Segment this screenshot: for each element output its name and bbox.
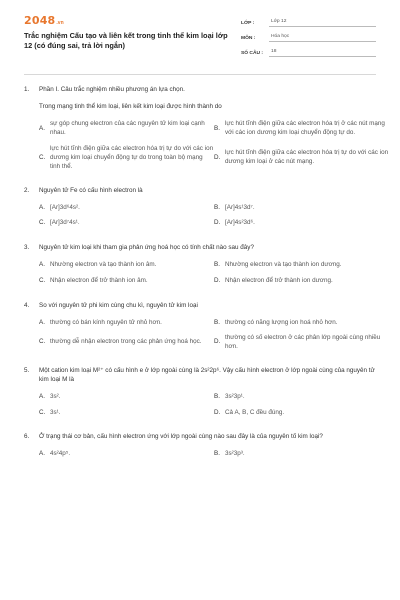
- options-grid: [39, 392, 376, 416]
- question-number: 2.: [24, 186, 30, 194]
- option-text: thường có số electron ở các phân lớp ngoài cùng nhiều hơn.: [225, 333, 381, 350]
- option-a[interactable]: [39, 449, 214, 458]
- option-text: [Ar]3d⁷4s¹.: [50, 219, 80, 227]
- option-b[interactable]: [214, 203, 389, 212]
- meta-value: Lớp 12: [269, 18, 376, 27]
- option-text: Nhường electron và tạo thành ion âm.: [50, 261, 157, 269]
- option-text: lực hút tĩnh điện giữa các electron hóa trị tự do với các ion dương kim loại chuyển động tự do trong toàn bộ mạng tinh thể.: [50, 144, 214, 170]
- question-number: 5.: [24, 367, 30, 375]
- option-a[interactable]: [39, 203, 214, 212]
- option-c[interactable]: [39, 218, 214, 227]
- option-letter: A.: [39, 449, 45, 457]
- options-grid: [39, 260, 376, 284]
- option-letter: B.: [214, 393, 220, 401]
- question-number: 1.: [24, 86, 30, 93]
- option-b[interactable]: [214, 392, 389, 401]
- option-a[interactable]: [39, 318, 214, 327]
- option-letter: B.: [214, 261, 220, 269]
- options-grid: [39, 119, 389, 171]
- meta-row-subject: [241, 30, 376, 42]
- meta-value: Hóa học: [269, 33, 376, 42]
- option-text: thường dễ nhận electron trong các phản ứng hoá học.: [50, 338, 202, 346]
- option-a[interactable]: [39, 119, 214, 137]
- meta-label: MÔN :: [241, 35, 256, 41]
- question-text: Nguyên tử kim loại khi tham gia phản ứng hoá học có tính chất nào sau đây?: [39, 244, 254, 252]
- document-title: Trắc nghiệm Cấu tạo và liên kết trong tinh thể kim loại lớp 12 (có đúng sai, trả lời ngắn): [24, 30, 228, 50]
- option-letter: D.: [214, 408, 221, 416]
- header-divider: [24, 74, 376, 75]
- option-letter: B.: [214, 204, 220, 211]
- option-text: lực hút tĩnh điện giữa các electron hóa trị ở các nút mạng với các ion dương kim loại chuyển động tự do.: [225, 120, 385, 137]
- document-meta: [241, 15, 376, 60]
- question-number: 4.: [24, 301, 30, 309]
- option-d[interactable]: [214, 333, 389, 351]
- option-text: Nhận electron để trở thành ion âm.: [50, 276, 148, 284]
- option-letter: B.: [214, 124, 220, 132]
- option-text: Cả A, B, C đều đúng.: [225, 408, 285, 416]
- option-b[interactable]: [214, 260, 389, 269]
- option-c[interactable]: [39, 408, 214, 417]
- logo-suffix: .vn: [56, 20, 64, 26]
- option-letter: D.: [214, 338, 221, 346]
- option-letter: D.: [214, 219, 221, 227]
- option-text: Nhận electron để trở thành ion dương.: [225, 276, 333, 284]
- option-letter: B.: [214, 449, 220, 457]
- question-3: [24, 243, 376, 284]
- option-a[interactable]: [39, 260, 214, 269]
- meta-value: 18: [269, 48, 376, 57]
- option-b[interactable]: [214, 318, 389, 327]
- question-text: So với nguyên tử phi kim cùng chu kì, nguyên tử kim loại: [39, 301, 198, 309]
- option-letter: C.: [39, 408, 46, 416]
- option-text: Nhường electron và tạo thành ion dương.: [225, 261, 342, 269]
- option-text: [Ar]3d⁶4s².: [50, 204, 80, 211]
- option-text: 3s¹.: [50, 408, 61, 416]
- option-letter: C.: [39, 338, 46, 346]
- option-d[interactable]: [214, 408, 389, 417]
- document-header: [24, 13, 376, 60]
- option-c[interactable]: [39, 144, 214, 171]
- header-left: [24, 13, 236, 51]
- question-6: [24, 432, 376, 458]
- option-letter: A.: [39, 261, 45, 269]
- meta-label: SỐ CÂU :: [241, 50, 264, 56]
- question-text: Một cation kim loại M²⁺ có cấu hình e ở lớp ngoài cùng là 2s²2p⁶. Vậy cấu hình electron ở lớp ngoài cùng của nguyên tử kim loại M là: [39, 367, 375, 384]
- option-letter: A.: [39, 204, 45, 211]
- option-text: 3s²3p³.: [225, 449, 245, 457]
- option-a[interactable]: [39, 392, 214, 401]
- option-text: 3s².: [50, 393, 61, 401]
- option-d[interactable]: [214, 276, 389, 285]
- options-grid: [39, 203, 376, 227]
- option-text: sự góp chung electron của các nguyên tử kim loại cạnh nhau.: [50, 120, 205, 137]
- option-text: [Ar]4s²3d⁶.: [225, 219, 255, 227]
- option-letter: C.: [39, 276, 46, 284]
- meta-row-class: [241, 15, 376, 27]
- option-letter: A.: [39, 393, 45, 401]
- options-grid: [39, 449, 376, 458]
- option-text: thường có bán kính nguyên tử nhỏ hơn.: [50, 318, 162, 326]
- question-number: 3.: [24, 244, 30, 252]
- question-5: [24, 366, 376, 417]
- question-text: Nguyên tử Fe có cấu hình electron là: [39, 186, 143, 194]
- option-d[interactable]: [214, 144, 389, 171]
- option-text: 4s²4p⁵.: [50, 449, 71, 457]
- option-letter: A.: [39, 318, 45, 326]
- meta-row-count: [241, 45, 376, 57]
- option-c[interactable]: [39, 276, 214, 285]
- option-b[interactable]: [214, 119, 389, 137]
- option-letter: D.: [214, 276, 221, 284]
- question-text: Ở trạng thái cơ bản, cấu hình electron ứng với lớp ngoài cùng nào sau đây là của nguyên tố kim loại?: [39, 432, 323, 440]
- option-text: thường có năng lượng ion hoá nhỏ hơn.: [225, 318, 338, 326]
- option-text: lực hút tĩnh điện giữa các electron hóa trị tự do với các ion dương kim loại ở các nút mạng.: [225, 149, 389, 166]
- question-4: [24, 301, 381, 352]
- option-c[interactable]: [39, 333, 214, 351]
- question-1: [24, 85, 389, 171]
- question-2: [24, 186, 376, 227]
- meta-label: LỚP :: [241, 20, 255, 26]
- option-d[interactable]: [214, 218, 389, 227]
- question-number: 6.: [24, 432, 30, 440]
- question-text: Trong mạng tinh thể kim loại, liên kết kim loại được hình thành do: [39, 103, 222, 111]
- option-letter: C.: [39, 219, 46, 227]
- option-text: [Ar]4s¹3d⁷.: [225, 204, 255, 211]
- option-letter: A.: [39, 124, 45, 132]
- site-logo[interactable]: [24, 13, 236, 29]
- option-letter: B.: [214, 318, 220, 326]
- section-title: Phần I. Câu trắc nghiệm nhiều phương án lựa chọn.: [39, 86, 185, 93]
- option-b[interactable]: [214, 449, 389, 458]
- logo-number: 2048: [24, 14, 56, 27]
- option-letter: C.: [39, 153, 46, 161]
- option-text: 3s²3p¹.: [225, 393, 245, 401]
- option-letter: D.: [214, 153, 221, 161]
- options-grid: [39, 318, 381, 351]
